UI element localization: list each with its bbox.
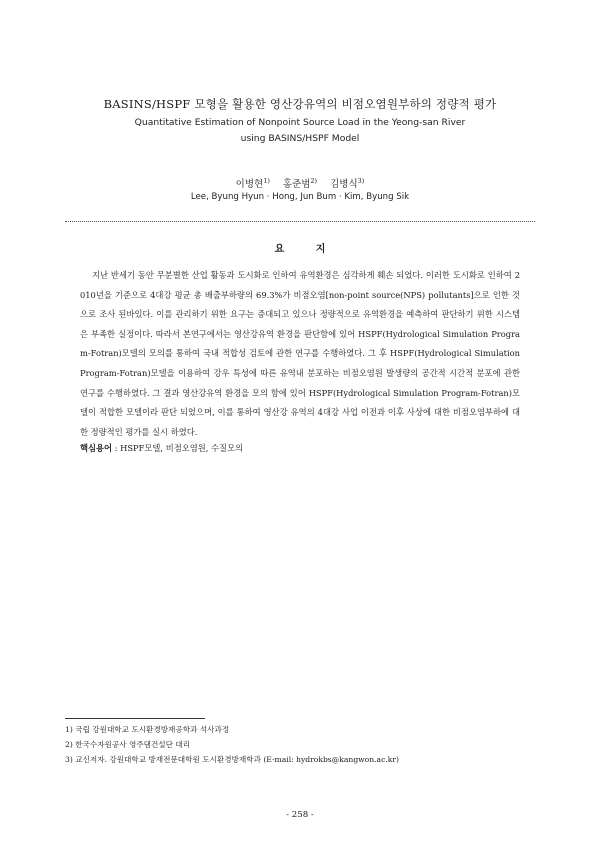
section-divider <box>65 221 535 222</box>
paper-title-english-line2: using BASINS/HSPF Model <box>240 133 360 144</box>
footnote-3: 3) 교신저자. 강원대학교 방재전문대학원 도시환경방재학과 (E-mail: hydrokbs@kangwon.ac.kr) <box>65 755 399 764</box>
author-1 <box>235 176 270 190</box>
author-3-name: 김병식 <box>330 179 358 190</box>
paper-title-korean: BASINS/HSPF 모형을 활용한 영산강유역의 비점오염원부하의 정량적 평가 <box>103 97 497 111</box>
footnote-2: 2) 한국수자원공사 영주댐건설단 대리 <box>65 740 191 749</box>
abstract-body: 지난 반세기 동안 무분별한 산업 활동과 도시화로 인하여 유역환경은 심각하게 훼손 되었다. 이러한 도시화로 인하여 2010년을 기준으로 4대강 평균 총 배출부하량의 69.3%가 비점오염[non-point source(NPS) pollutants]으로 인한 것으로 조사 된바있다. 이를 관리하기 위한 요구는 증대되고 있으나 정량적으로 유역환경을 예측하여 판단하기 위한 시스템은 부족한 실정이다. 따라서 본연구에서는 영산강유역 환경을 판단함에 있어 HSPF(Hydrological Simulation Program-Fotran)모델의 모의를 통하여 국내 적합성 검토에 관한 연구를 수행하였다. 그 후 HSPF(Hydrological Simulation Program-Fotran)모델을 이용하여 강우 특성에 따른 유역내 분포하는 비점오염원 발생량의 공간적 시간적 분포에 관한 연구를 수행하였다. 그 결과 영산강유역 환경을 모의 함에 있어 HSPF(Hydrological Simulation Program-Fotran)모델이 적합한 모델이라 판단 되었으며, 이를 통하여 영산강 유역의 4대강 사업 이전과 이후 사상에 대한 비점오염부하에 대한 정량적인 평가를 실시 하였다. <box>80 270 520 437</box>
keywords-label: 핵심용어 <box>80 443 113 453</box>
paper-title-english <box>0 115 600 147</box>
author-2-name: 홍준범 <box>282 179 311 190</box>
abstract-heading: 요 지 <box>274 244 340 255</box>
page-number: - 258 - <box>286 810 314 820</box>
authors-english: Lee, Byung Hyun · Hong, Jun Bum · Kim, Byung Sik <box>190 192 410 202</box>
author-3 <box>330 176 365 190</box>
footnote-1: 1) 국립 강원대학교 도시환경방재공학과 석사과정 <box>65 725 230 734</box>
paper-title-english-line1: Quantitative Estimation of Nonpoint Source Load in the Yeong-san River <box>134 117 466 128</box>
author-2 <box>282 176 318 190</box>
keywords <box>80 442 520 454</box>
author-2-mark: 2) <box>310 176 318 185</box>
authors-korean <box>0 176 600 190</box>
footnotes <box>65 722 535 767</box>
author-1-mark: 1) <box>263 176 270 185</box>
footnote-rule <box>65 718 205 719</box>
author-3-mark: 3) <box>357 176 365 185</box>
keywords-list: : HSPF모델, 비점오염원, 수질모의 <box>112 443 244 453</box>
author-1-name: 이병현 <box>235 179 264 190</box>
